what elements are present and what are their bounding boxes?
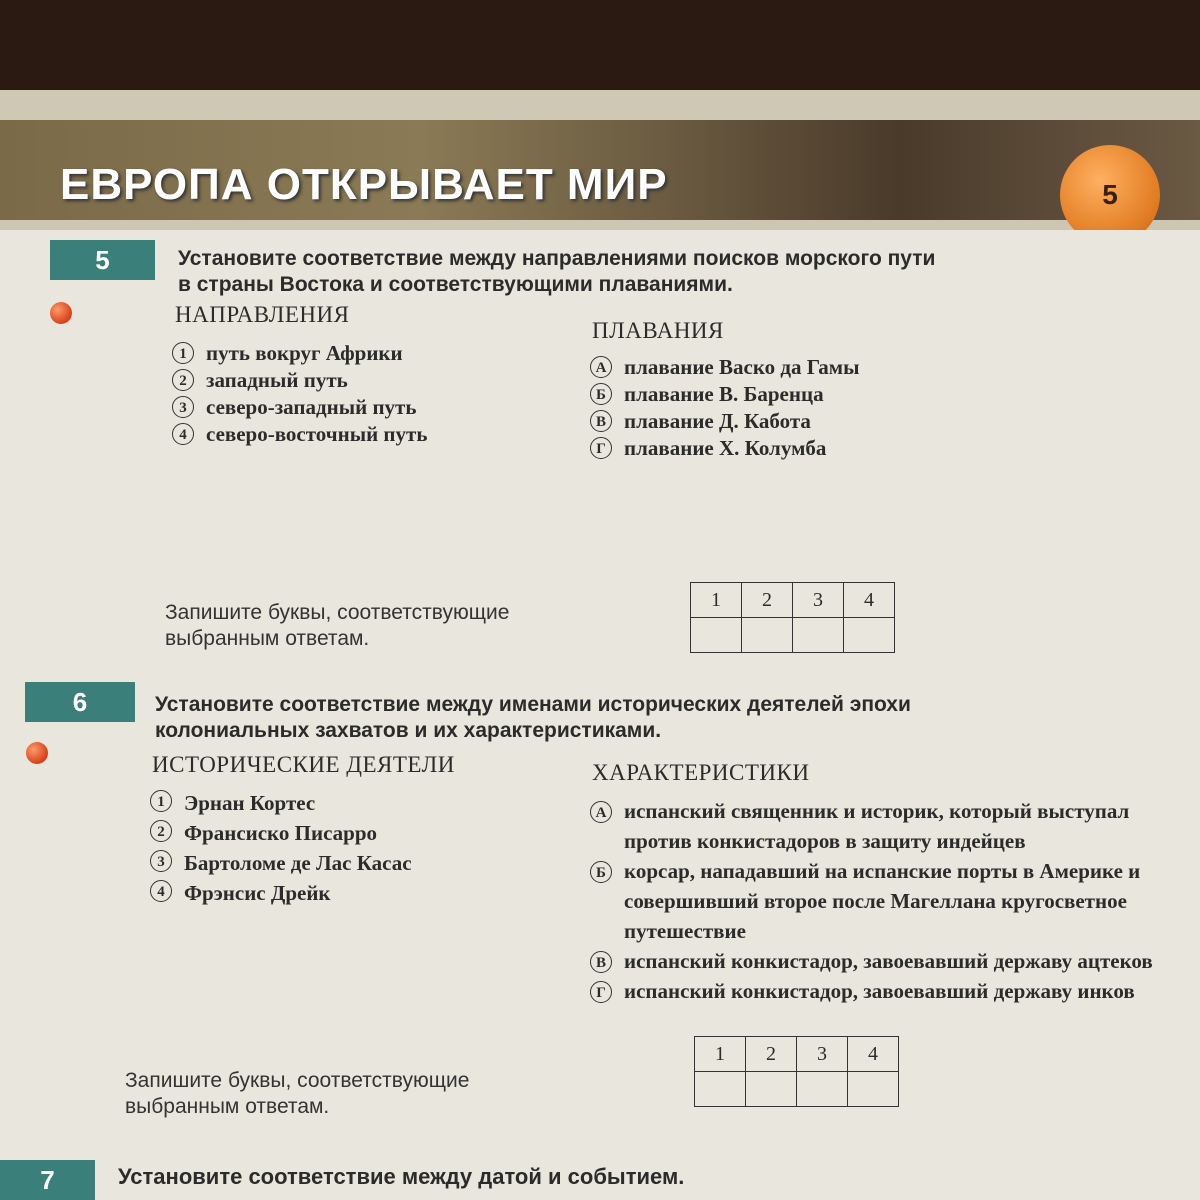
list-item: 2 западный путь [172,367,572,394]
list-item: В испанский конкистадор, завоевавший державу ацтеков [590,946,1180,976]
chapter-banner [0,120,1200,220]
answer-header-cell: 4 [848,1037,899,1072]
answer-header-cell: 1 [691,583,742,618]
list-item: 3 северо-западный путь [172,394,572,421]
task-6-left-heading: ИСТОРИЧЕСКИЕ ДЕЯТЕЛИ [152,752,455,777]
list-item: 1 Эрнан Кортес [150,788,570,818]
task-7-title: Установите соответствие между датой и событием. [118,1164,685,1189]
answer-cell[interactable] [844,618,895,653]
answer-header-cell: 2 [746,1037,797,1072]
list-item: Б плавание В. Баренца [590,381,1010,408]
list-item: 3 Бартоломе де Лас Касас [150,848,570,878]
task-7-number: 7 [0,1160,95,1200]
answer-cell[interactable] [797,1072,848,1107]
answer-cell[interactable] [742,618,793,653]
task-6-instruction: Запишите буквы, соответствующие выбранным ответам. [125,1069,470,1118]
task-5-answer-table [690,582,895,653]
chapter-title: ЕВРОПА ОТКРЫВАЕТ МИР [60,160,668,209]
task-6-figures-list [150,788,570,908]
list-item: А испанский священник и историк, который выступал против конкистадоров в защиту индейцев [590,796,1180,856]
answer-cell[interactable] [695,1072,746,1107]
answer-header-cell: 3 [793,583,844,618]
page-content [0,230,1200,1200]
list-item: А плавание Васко да Гамы [590,354,1010,381]
task-6-right-heading: ХАРАКТЕРИСТИКИ [592,760,810,785]
page-number-badge: 5 [1060,145,1160,245]
task-5-right-heading: ПЛАВАНИЯ [592,318,724,343]
task-5-voyages-list [590,354,1010,462]
difficulty-dot-icon [26,742,48,764]
difficulty-dot-icon [50,302,72,324]
list-item: 1 путь вокруг Африки [172,340,572,367]
answer-header-cell: 1 [695,1037,746,1072]
task-5-left-heading: НАПРАВЛЕНИЯ [175,302,350,327]
answer-cell[interactable] [848,1072,899,1107]
list-item: 4 Фрэнсис Дрейк [150,878,570,908]
list-item: 4 северо-восточный путь [172,421,572,448]
task-6-number: 6 [25,682,135,722]
answer-header-cell: 2 [742,583,793,618]
answer-cell[interactable] [746,1072,797,1107]
list-item: Г испанский конкистадор, завоевавший державу инков [590,976,1180,1006]
answer-header-cell: 4 [844,583,895,618]
textbook-page [0,90,1200,1200]
list-item: Б корсар, нападавший на испанские порты в Америке и совершивший второе после Магеллана кругосветное путешествие [590,856,1180,946]
task-6-characteristics-list [590,796,1180,1006]
list-item: Г плавание Х. Колумба [590,435,1010,462]
task-6-title: Установите соответствие между именами исторических деятелей эпохи колониальных захватов и их характеристиками. [155,693,911,742]
answer-cell[interactable] [691,618,742,653]
task-5-title: Установите соответствие между направлениями поисков морского пути в страны Востока и соответствующими плаваниями. [178,247,936,296]
list-item: В плавание Д. Кабота [590,408,1010,435]
answer-cell[interactable] [793,618,844,653]
task-6-answer-table [694,1036,899,1107]
task-5-directions-list [172,340,572,448]
list-item: 2 Франсиско Писарро [150,818,570,848]
task-5-instruction: Запишите буквы, соответствующие выбранным ответам. [165,601,510,650]
task-5-number: 5 [50,240,155,280]
answer-header-cell: 3 [797,1037,848,1072]
